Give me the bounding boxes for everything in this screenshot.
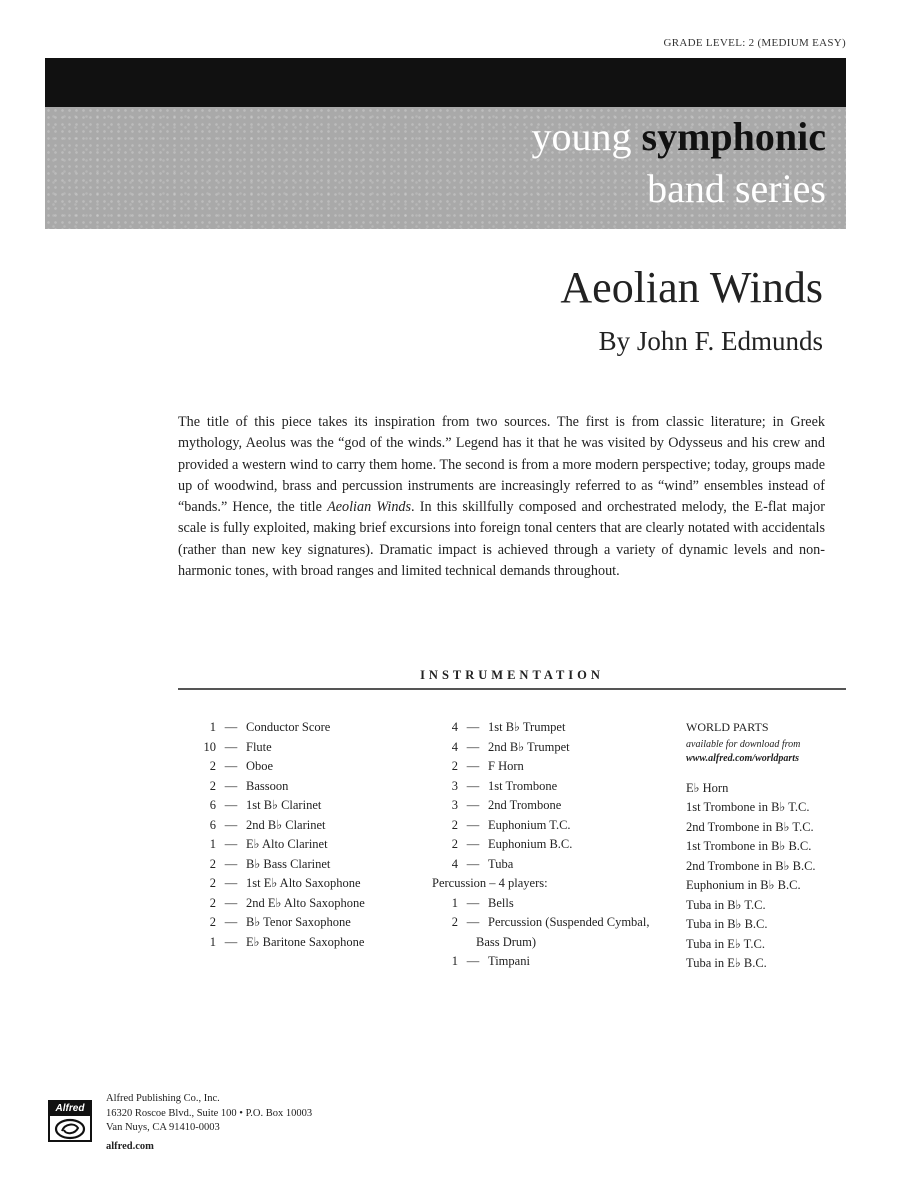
instrument-row	[190, 738, 420, 758]
world-part-item: Tuba in B♭ B.C.	[686, 917, 768, 931]
header-black-band	[45, 58, 846, 107]
world-part-item: 1st Trombone in B♭ B.C.	[686, 839, 812, 853]
instrumentation-heading: INSTRUMENTATION	[420, 668, 604, 682]
publisher-info	[106, 1092, 312, 1154]
instrumentation-divider	[178, 688, 846, 690]
instrument-name: 1st Trombone	[488, 778, 558, 793]
world-part-item: Tuba in E♭ T.C.	[686, 936, 765, 951]
instrument-name: Percussion (Suspended Cymbal,	[488, 915, 650, 929]
instrument-row	[190, 855, 420, 875]
instrument-name: Bells	[488, 895, 514, 910]
instrument-qty: 1	[451, 895, 458, 910]
instrument-name: 2nd B♭ Trumpet	[488, 739, 570, 754]
instrument-name: Flute	[246, 739, 272, 754]
dash: —	[224, 778, 238, 793]
instrument-row	[190, 796, 420, 816]
instrument-name: Euphonium B.C.	[488, 837, 573, 851]
program-notes-title: Aeolian Winds	[327, 499, 412, 516]
instrument-name: E♭ Baritone Saxophone	[246, 934, 365, 949]
instrument-qty: 10	[203, 739, 216, 754]
instrument-row	[190, 933, 420, 953]
program-notes-part1: The title of this piece takes its inspiration from two sources. The first is from classic literature; in Greek mythology, Aeolus was the “god of the winds.” Legend has it that he was visited by Odysseus and his crew and provided a western wind to carry them home. The second is from a more modern perspective; today, groups made up of woodwind, brass and percussion instruments are increasingly referred to as “wind” ensembles instead of “bands.” Hence, the title	[178, 414, 825, 516]
instrument-name-continuation: Bass Drum)	[476, 934, 537, 949]
instrument-qty: 2	[209, 778, 216, 793]
world-part-item: 1st Trombone in B♭ T.C.	[686, 800, 810, 814]
instrument-name: Oboe	[246, 759, 274, 773]
instrument-qty: 2	[209, 895, 216, 910]
instrument-row	[432, 816, 672, 836]
world-part-item: Tuba in E♭ B.C.	[686, 956, 767, 970]
dash: —	[466, 915, 480, 929]
instrument-name: B♭ Bass Clarinet	[246, 856, 331, 871]
world-part-item: 2nd Trombone in B♭ T.C.	[686, 819, 814, 834]
instrument-name: Timpani	[488, 954, 530, 968]
instrument-qty: 3	[451, 798, 458, 812]
instrument-row	[432, 952, 672, 972]
composer: By John F. Edmunds	[598, 326, 823, 356]
series-word-young: young	[531, 114, 632, 159]
dash: —	[466, 778, 480, 793]
instrument-name: Conductor Score	[246, 720, 331, 734]
dash: —	[224, 817, 238, 832]
instrument-qty: 4	[451, 856, 458, 871]
world-parts-note: available for download from	[686, 738, 801, 750]
world-parts-title: WORLD PARTS	[686, 720, 769, 734]
instrument-row	[432, 757, 672, 777]
instrument-name: 1st B♭ Clarinet	[246, 798, 322, 812]
dash: —	[466, 954, 480, 968]
piece-title: Aeolian Winds	[560, 263, 823, 312]
instrument-row	[432, 777, 672, 797]
instrument-qty: 2	[451, 837, 458, 851]
grade-level: GRADE LEVEL: 2 (MEDIUM EASY)	[663, 37, 846, 49]
instrument-qty: 2	[451, 817, 458, 832]
instrument-row	[432, 855, 672, 875]
instrument-name: 1st E♭ Alto Saxophone	[246, 876, 361, 890]
publisher-address-line1: 16320 Roscoe Blvd., Suite 100 • P.O. Box 10003	[106, 1107, 313, 1119]
instrument-row	[190, 913, 420, 933]
instrument-row	[190, 874, 420, 894]
instrumentation-column-1	[190, 718, 420, 952]
dash: —	[224, 934, 238, 949]
instrument-qty: 2	[209, 856, 216, 871]
dash: —	[466, 895, 480, 910]
world-part-item: Tuba in B♭ T.C.	[686, 897, 766, 912]
instrument-row	[432, 894, 672, 914]
instrument-row	[190, 894, 420, 914]
instrument-qty: 2	[209, 915, 216, 929]
instrument-qty: 2	[451, 915, 458, 929]
dash: —	[466, 720, 480, 734]
world-part-item: E♭ Horn	[686, 780, 729, 795]
instrument-qty: 3	[451, 778, 458, 793]
dash: —	[466, 798, 480, 812]
instrument-row	[432, 796, 672, 816]
instrument-row	[432, 718, 672, 738]
dash: —	[224, 915, 238, 929]
dash: —	[224, 798, 238, 812]
program-notes	[178, 412, 825, 582]
publisher-address-line2: Van Nuys, CA 91410-0003	[106, 1122, 220, 1133]
instrument-row	[190, 816, 420, 836]
instrument-qty: 1	[209, 720, 216, 734]
dash: —	[466, 759, 480, 773]
instrument-name: B♭ Tenor Saxophone	[246, 915, 351, 929]
dash: —	[224, 837, 238, 851]
dash: —	[224, 759, 238, 773]
instrument-name: 2nd Trombone	[488, 798, 562, 812]
alfred-logo-mark-icon	[53, 1118, 87, 1140]
publisher-name: Alfred Publishing Co., Inc.	[106, 1093, 220, 1104]
percussion-heading: Percussion – 4 players:	[432, 876, 548, 890]
world-parts-column	[686, 718, 846, 974]
instrument-name: Tuba	[488, 856, 514, 871]
spacer	[686, 766, 846, 779]
instrument-row	[190, 718, 420, 738]
instrument-qty: 2	[451, 759, 458, 773]
instrument-row	[190, 757, 420, 777]
dash: —	[466, 817, 480, 832]
instrument-name: E♭ Alto Clarinet	[246, 837, 328, 851]
instrument-row	[190, 835, 420, 855]
dash: —	[224, 739, 238, 754]
instrument-row	[432, 913, 672, 933]
instrument-qty: 6	[209, 798, 216, 812]
dash: —	[224, 876, 238, 890]
instrument-qty: 4	[451, 739, 458, 754]
instrument-qty: 1	[209, 837, 216, 851]
instrument-name: Euphonium T.C.	[488, 817, 571, 832]
dash: —	[466, 856, 480, 871]
instrument-name: F Horn	[488, 759, 524, 773]
instrument-row	[190, 777, 420, 797]
dash: —	[466, 837, 480, 851]
alfred-logo	[48, 1100, 92, 1142]
world-part-item: Euphonium in B♭ B.C.	[686, 878, 801, 892]
instrument-qty: 1	[451, 954, 458, 968]
instrument-qty: 1	[209, 934, 216, 949]
series-word-symphonic: symphonic	[641, 114, 826, 159]
program-notes-part2: . In this skillfully composed and orchestrated melody, the E-flat major scale is fully exploited, making brief excursions into foreign tonal centers that are clearly notated with accidentals (rather than new key signatures). Dramatic impact is achieved through a variety of dynamic levels and non-harmonic tones, with broad ranges and limited technical demands throughout.	[178, 499, 825, 580]
world-parts-url[interactable]: www.alfred.com/worldparts	[686, 752, 799, 764]
instrument-qty: 2	[209, 759, 216, 773]
instrument-name: 2nd E♭ Alto Saxophone	[246, 895, 365, 910]
instrument-name: 1st B♭ Trumpet	[488, 720, 566, 734]
dash: —	[224, 856, 238, 871]
instrument-qty: 2	[209, 876, 216, 890]
series-title-line2: band series	[647, 166, 826, 211]
instrument-row	[432, 738, 672, 758]
instrument-name: 2nd B♭ Clarinet	[246, 817, 326, 832]
instrument-qty: 6	[209, 817, 216, 832]
series-title-line1	[532, 113, 827, 161]
world-part-item: 2nd Trombone in B♭ B.C.	[686, 858, 816, 873]
instrument-row	[432, 835, 672, 855]
publisher-website[interactable]: alfred.com	[106, 1140, 154, 1152]
instrument-name: Bassoon	[246, 778, 289, 793]
alfred-logo-text: Alfred	[50, 1102, 90, 1116]
dash: —	[224, 720, 238, 734]
dash: —	[466, 739, 480, 754]
series-banner	[45, 107, 846, 229]
instrumentation-column-2	[432, 718, 672, 972]
dash: —	[224, 895, 238, 910]
instrument-qty: 4	[451, 720, 458, 734]
